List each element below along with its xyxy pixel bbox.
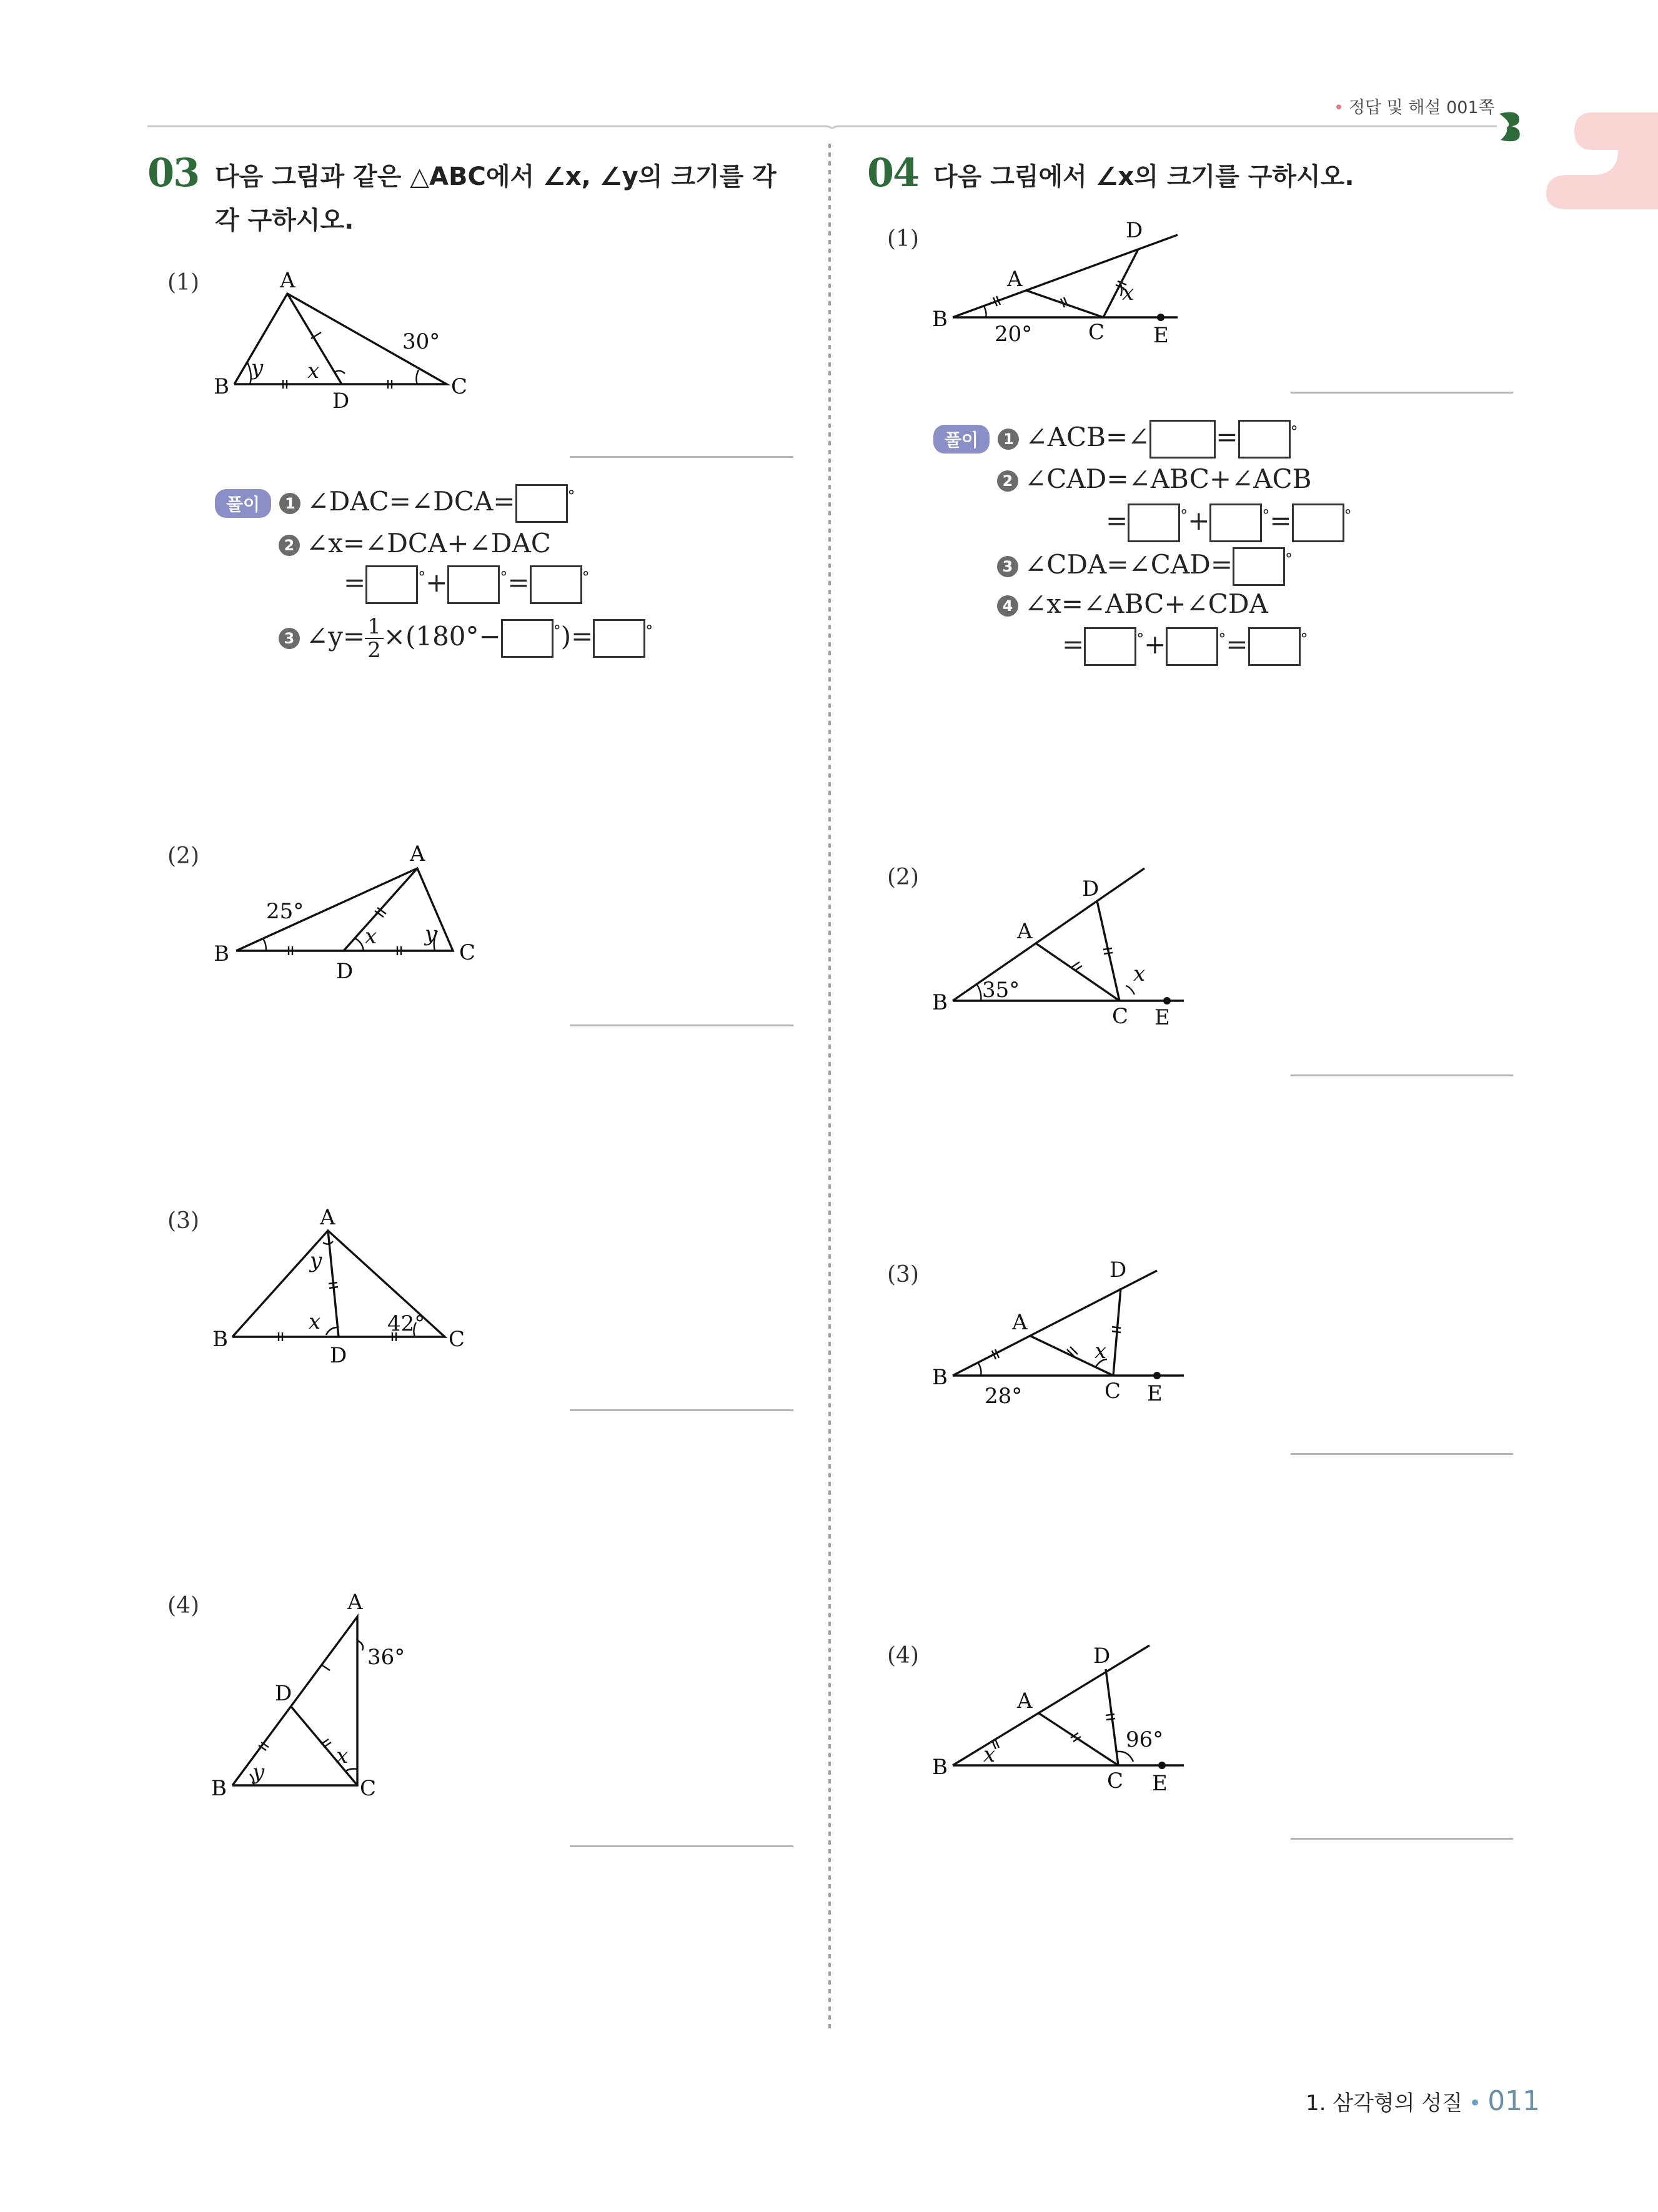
- label-A: A: [1007, 267, 1023, 292]
- answer-box[interactable]: [1149, 420, 1216, 459]
- q04-part1-figure: [925, 219, 1212, 356]
- label-A: A: [280, 268, 295, 293]
- label-B: B: [932, 307, 948, 332]
- step3-icon: 3: [279, 628, 300, 649]
- answer-box[interactable]: [1238, 420, 1291, 459]
- q03-text-line1: 다음 그림과 같은 △ABC에서 ∠x, ∠y의 크기를 각: [215, 162, 777, 191]
- label-angle: 96°: [1126, 1727, 1164, 1752]
- label-B: B: [214, 941, 229, 966]
- q04-part1-label: (1): [887, 226, 919, 252]
- label-y: y: [251, 355, 264, 380]
- label-D: D: [1093, 1644, 1111, 1669]
- label-x: x: [307, 359, 320, 384]
- step3-icon: 3: [997, 556, 1018, 577]
- label-angle: 42°: [387, 1311, 425, 1336]
- q03-part4-answer-line: [570, 1845, 793, 1847]
- q04-part1-answer-line: [1291, 392, 1513, 394]
- q04-part2-answer-line: [1291, 1074, 1513, 1076]
- label-x: x: [1122, 280, 1134, 305]
- answer-box[interactable]: [1084, 627, 1136, 666]
- answer-box[interactable]: [593, 619, 645, 658]
- q04-part4-label: (4): [887, 1643, 919, 1669]
- label-B: B: [211, 1776, 227, 1801]
- label-A: A: [320, 1205, 335, 1230]
- label-E: E: [1152, 1771, 1168, 1796]
- label-C: C: [1107, 1768, 1124, 1793]
- answer-reference: • 정답 및 해설 001쪽: [1334, 98, 1495, 117]
- label-x: x: [309, 1309, 321, 1334]
- q03-part2-figure: [206, 837, 494, 987]
- chapter-mark-icon: [1494, 109, 1526, 144]
- label-A: A: [410, 841, 425, 866]
- q03-part2-answer-line: [570, 1024, 793, 1026]
- label-angle: 28°: [985, 1384, 1023, 1409]
- answer-box[interactable]: [501, 619, 553, 658]
- q03-part1-label: (1): [167, 270, 199, 295]
- label-C: C: [459, 940, 476, 965]
- footer-bullet-icon: •: [1469, 2091, 1482, 2116]
- answer-box[interactable]: [530, 565, 582, 604]
- label-B: B: [932, 1365, 948, 1390]
- label-x: x: [336, 1743, 349, 1768]
- page-footer: [1306, 2085, 1540, 2117]
- label-x: x: [365, 924, 377, 949]
- label-A: A: [1017, 1689, 1033, 1714]
- label-B: B: [212, 1327, 228, 1352]
- q03-part2-label: (2): [167, 843, 199, 869]
- label-D: D: [1126, 219, 1143, 243]
- step1-icon: 1: [279, 493, 300, 514]
- label-angle: 35°: [982, 978, 1020, 1003]
- chapter-title: 1. 삼각형의 성질: [1306, 2091, 1463, 2116]
- label-angle: 25°: [266, 899, 304, 924]
- label-C: C: [1088, 320, 1105, 345]
- label-D: D: [330, 1343, 347, 1365]
- answer-box[interactable]: [515, 484, 568, 523]
- fraction: $\frac{1}{2}$: [365, 615, 384, 662]
- q03-text-line2: 각 구하시오.: [215, 206, 354, 235]
- q03-part3-figure: [206, 1203, 481, 1365]
- q04-part2-figure: [925, 856, 1212, 1043]
- q04-number: 04: [867, 150, 919, 196]
- header-rule: [147, 122, 1497, 129]
- label-A: A: [1012, 1310, 1028, 1335]
- page-number: 011: [1487, 2085, 1541, 2117]
- label-E: E: [1147, 1381, 1163, 1406]
- answer-box[interactable]: [447, 565, 500, 604]
- label-angle: 20°: [995, 322, 1033, 347]
- label-B: B: [932, 990, 948, 1015]
- label-E: E: [1154, 1005, 1170, 1030]
- label-x: x: [983, 1742, 996, 1767]
- q04-part3-figure: [925, 1256, 1212, 1418]
- label-C: C: [449, 1327, 465, 1352]
- label-B: B: [932, 1755, 948, 1780]
- label-y: y: [425, 921, 437, 946]
- label-E: E: [1153, 323, 1169, 348]
- answer-box[interactable]: [1248, 627, 1301, 666]
- answer-box[interactable]: [1166, 627, 1218, 666]
- label-C: C: [1112, 1004, 1129, 1029]
- label-C: C: [1105, 1379, 1121, 1404]
- q03-part4-figure: [206, 1587, 419, 1812]
- label-x: x: [1095, 1339, 1107, 1364]
- label-C: C: [451, 374, 468, 399]
- step1-icon: 1: [998, 429, 1019, 450]
- q03-part1-figure: [206, 262, 481, 419]
- q03-part3-answer-line: [570, 1409, 793, 1411]
- q03-part3-label: (3): [167, 1208, 199, 1234]
- label-D: D: [275, 1681, 292, 1706]
- step2-icon: 2: [997, 470, 1018, 492]
- ref-bullet-icon: •: [1334, 98, 1344, 117]
- label-C: C: [360, 1776, 377, 1801]
- label-B: B: [214, 374, 229, 399]
- label-A: A: [347, 1590, 363, 1615]
- chapter-tab: [1543, 106, 1658, 212]
- q03-part1-answer-line: [570, 456, 793, 458]
- q04-part4-figure: [925, 1634, 1212, 1809]
- q03-number: 03: [147, 150, 199, 196]
- q04-part3-label: (3): [887, 1262, 919, 1287]
- q03-part4-label: (4): [167, 1593, 199, 1619]
- label-angle: 36°: [367, 1645, 405, 1670]
- q03-text: [215, 155, 777, 242]
- answer-box[interactable]: [1233, 547, 1285, 586]
- label-y: y: [252, 1760, 265, 1785]
- label-D: D: [1082, 876, 1100, 901]
- solution-badge: 풀이: [933, 425, 990, 454]
- label-y: y: [310, 1248, 322, 1273]
- q04-text: 다음 그림에서 ∠x의 크기를 구하시오.: [933, 162, 1354, 191]
- answer-box[interactable]: [1209, 503, 1262, 542]
- q04-part2-label: (2): [887, 865, 919, 890]
- label-A: A: [1017, 919, 1033, 944]
- q04-part4-answer-line: [1291, 1838, 1513, 1840]
- answer-box[interactable]: [365, 565, 418, 604]
- q04-part3-answer-line: [1291, 1453, 1513, 1455]
- answer-box[interactable]: [1128, 503, 1180, 542]
- label-angle: 30°: [402, 329, 440, 354]
- step4-icon: 4: [997, 595, 1018, 617]
- label-D: D: [1109, 1257, 1127, 1282]
- label-D: D: [332, 389, 350, 414]
- column-divider: [828, 144, 831, 2030]
- answer-box[interactable]: [1292, 503, 1344, 542]
- label-x: x: [1133, 961, 1146, 986]
- solution-badge: 풀이: [215, 489, 271, 518]
- step2-icon: 2: [279, 535, 300, 556]
- label-D: D: [336, 959, 354, 984]
